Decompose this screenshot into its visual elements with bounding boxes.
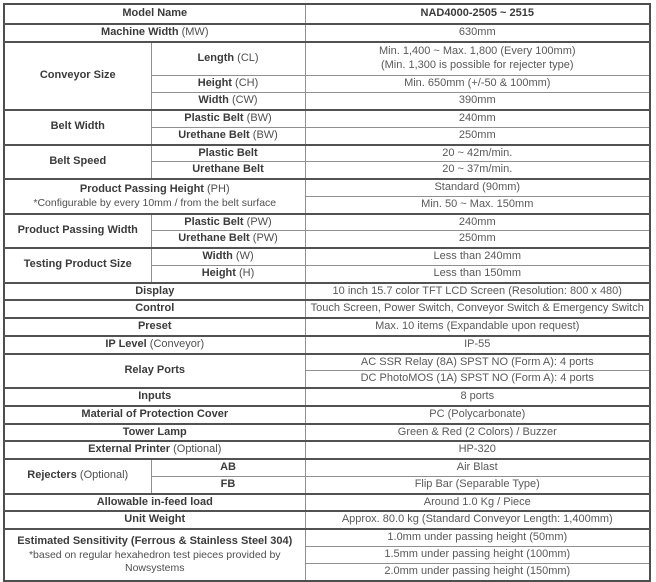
- rejecter-fb-label-text: FB: [220, 477, 236, 490]
- external-printer-label: [4, 441, 305, 459]
- rejecter-ab-label: [151, 459, 305, 476]
- row-passing-height-1: [4, 179, 650, 196]
- belt-speed-plastic-value: 20 ~ 42m/min.: [305, 145, 650, 162]
- row-external-printer: [4, 441, 650, 459]
- preset-label-text: Preset: [137, 320, 172, 332]
- belt-speed-plastic-label: [151, 145, 305, 162]
- row-unit-weight: [4, 511, 650, 529]
- protection-cover-value: PC (Polycarbonate): [305, 406, 650, 424]
- sensitivity-note: *based on regular hexahedron test pieces provided by Nowsystems: [28, 548, 281, 574]
- belt-width-group: [4, 110, 151, 145]
- belt-speed-urethane-value: 20 ~ 37m/min.: [305, 162, 650, 179]
- relay-ports-value-1: AC SSR Relay (8A) SPST NO (Form A): 4 ports: [305, 354, 650, 371]
- model-name-value: [305, 4, 650, 24]
- passing-height-label: [4, 179, 305, 214]
- belt-width-plastic-suffix: (BW): [246, 112, 272, 124]
- row-protection-cover: [4, 406, 650, 424]
- row-preset: [4, 318, 650, 336]
- control-label: [4, 300, 305, 318]
- ip-level-label-text: IP Level: [105, 337, 147, 350]
- rejecters-group-text: Rejecters: [27, 469, 77, 482]
- conveyor-length-label: [151, 42, 305, 76]
- conveyor-length-value-line1: Min. 1,400 ~ Max. 1,800 (Every 100mm): [378, 45, 576, 58]
- machine-width-value: 630mm: [305, 24, 650, 42]
- belt-width-urethane-value: 250mm: [305, 127, 650, 144]
- sensitivity-label-text: Estimated Sensitivity (Ferrous & Stainless Steel 304): [17, 534, 293, 547]
- passing-height-value-2: Min. 50 ~ Max. 150mm: [305, 196, 650, 213]
- sensitivity-label: [4, 529, 305, 581]
- passing-width-plastic-suffix: (PW): [246, 215, 272, 228]
- passing-width-plastic-label: [151, 214, 305, 231]
- testing-width-suffix: (W): [235, 250, 254, 262]
- row-sensitivity-1: [4, 529, 650, 546]
- inputs-label: [4, 388, 305, 406]
- passing-width-urethane-suffix: (PW): [252, 232, 278, 245]
- belt-speed-urethane-label: [151, 162, 305, 179]
- tower-lamp-value: Green & Red (2 Colors) / Buzzer: [305, 424, 650, 442]
- testing-height-label-text: Height: [201, 266, 236, 279]
- conveyor-height-value: Min. 650mm (+/-50 & 100mm): [305, 76, 650, 93]
- row-display: [4, 283, 650, 301]
- conveyor-width-value: 390mm: [305, 93, 650, 110]
- passing-height-note: *Configurable by every 10mm / from the belt surface: [33, 196, 277, 209]
- passing-height-suffix: (PH): [207, 182, 230, 195]
- row-belt-speed-plastic: [4, 145, 650, 162]
- conveyor-size-group: [4, 42, 151, 110]
- passing-height-label-text: Product Passing Height: [79, 182, 204, 195]
- row-testing-width: [4, 248, 650, 265]
- passing-width-urethane-label-text: Urethane Belt: [178, 232, 250, 245]
- row-control: [4, 300, 650, 318]
- belt-speed-group: [4, 145, 151, 180]
- conveyor-width-label: [151, 93, 305, 110]
- belt-speed-plastic-label-text: Plastic Belt: [198, 146, 258, 159]
- sensitivity-value-1: 1.0mm under passing height (50mm): [305, 529, 650, 546]
- conveyor-height-label-text: Height: [197, 77, 232, 90]
- conveyor-size-group-text: Conveyor Size: [39, 69, 116, 81]
- row-rejecter-ab: [4, 459, 650, 476]
- unit-weight-label-text: Unit Weight: [124, 513, 186, 526]
- model-name-label-text: Model Name: [122, 7, 188, 20]
- belt-speed-group-text: Belt Speed: [49, 154, 107, 167]
- passing-width-group: [4, 214, 151, 249]
- conveyor-width-suffix: (CW): [231, 94, 258, 107]
- belt-width-plastic-label: [151, 110, 305, 127]
- testing-width-label: [151, 248, 305, 265]
- rejecters-suffix: (Optional): [79, 469, 129, 482]
- infeed-load-label: [4, 494, 305, 512]
- conveyor-width-label-text: Width: [198, 94, 229, 107]
- row-machine-width: [4, 24, 650, 42]
- rejecter-fb-value: Flip Bar (Separable Type): [305, 476, 650, 493]
- belt-width-group-text: Belt Width: [50, 120, 105, 133]
- ip-level-value: IP-55: [305, 336, 650, 354]
- rejecters-group: [4, 459, 151, 494]
- testing-height-suffix: (H): [239, 266, 255, 279]
- preset-value: Max. 10 items (Expandable upon request): [305, 318, 650, 336]
- rejecter-fb-label: [151, 476, 305, 493]
- conveyor-height-label: [151, 76, 305, 93]
- protection-cover-label: [4, 406, 305, 424]
- passing-width-urethane-value: 250mm: [305, 231, 650, 248]
- unit-weight-label: [4, 511, 305, 529]
- row-infeed-load: [4, 494, 650, 512]
- row-relay-ports-1: [4, 354, 650, 371]
- testing-width-label-text: Width: [202, 250, 233, 262]
- row-model-name: [4, 4, 650, 24]
- belt-width-urethane-suffix: (BW): [252, 128, 278, 141]
- row-belt-width-plastic: [4, 110, 650, 127]
- sensitivity-value-2: 1.5mm under passing height (100mm): [305, 546, 650, 563]
- relay-ports-label-text: Relay Ports: [124, 363, 186, 376]
- ip-level-label: [4, 336, 305, 354]
- ip-level-suffix: (Conveyor): [149, 337, 205, 350]
- tower-lamp-label-text: Tower Lamp: [122, 425, 187, 438]
- row-conveyor-length: [4, 42, 650, 76]
- testing-size-group: [4, 248, 151, 283]
- belt-width-plastic-value: 240mm: [305, 110, 650, 127]
- conveyor-length-label-text: Length: [197, 52, 235, 65]
- external-printer-value: HP-320: [305, 441, 650, 459]
- belt-width-urethane-label-text: Urethane Belt: [178, 128, 250, 141]
- control-label-text: Control: [135, 302, 175, 315]
- passing-height-value-1: Standard (90mm): [305, 179, 650, 196]
- row-ip-level: [4, 336, 650, 354]
- control-value: Touch Screen, Power Switch, Conveyor Switch & Emergency Switch: [305, 300, 650, 318]
- external-printer-label-text: External Printer: [88, 443, 171, 456]
- protection-cover-label-text: Material of Protection Cover: [81, 407, 229, 420]
- machine-width-label-text: Machine Width: [101, 26, 179, 38]
- model-name-value-text: NAD4000-2505 ~ 2515: [420, 7, 534, 20]
- passing-width-plastic-label-text: Plastic Belt: [184, 215, 244, 228]
- relay-ports-value-2: DC PhotoMOS (1A) SPST NO (Form A): 4 ports: [305, 371, 650, 388]
- conveyor-length-value-line2: (Min. 1,300 is possible for rejecter type): [380, 59, 574, 71]
- spec-table: [3, 3, 651, 582]
- infeed-load-label-text: Allowable in-feed load: [96, 495, 213, 508]
- conveyor-length-suffix: (CL): [237, 52, 259, 65]
- conveyor-length-value: [305, 42, 650, 76]
- model-name-label: [4, 4, 305, 24]
- display-label: [4, 283, 305, 301]
- unit-weight-value: Approx. 80.0 kg (Standard Conveyor Length: 1,400mm): [305, 511, 650, 529]
- display-label-text: Display: [135, 284, 175, 297]
- belt-speed-urethane-label-text: Urethane Belt: [192, 163, 264, 176]
- conveyor-height-suffix: (CH): [235, 77, 259, 90]
- rejecter-ab-value: Air Blast: [305, 459, 650, 476]
- passing-width-urethane-label: [151, 231, 305, 248]
- inputs-value: 8 ports: [305, 388, 650, 406]
- testing-height-label: [151, 265, 305, 282]
- belt-width-plastic-label-text: Plastic Belt: [184, 112, 244, 124]
- row-passing-width-plastic: [4, 214, 650, 231]
- sensitivity-value-3: 2.0mm under passing height (150mm): [305, 563, 650, 580]
- infeed-load-value: Around 1.0 Kg / Piece: [305, 494, 650, 512]
- passing-height-label-line: [9, 183, 301, 197]
- testing-width-value: Less than 240mm: [305, 248, 650, 265]
- passing-width-group-text: Product Passing Width: [17, 223, 138, 236]
- belt-width-urethane-label: [151, 127, 305, 144]
- row-inputs: [4, 388, 650, 406]
- relay-ports-label: [4, 354, 305, 389]
- display-value: 10 inch 15.7 color TFT LCD Screen (Resolution: 800 x 480): [305, 283, 650, 301]
- machine-width-label: [4, 24, 305, 42]
- passing-width-plastic-value: 240mm: [305, 214, 650, 231]
- row-tower-lamp: [4, 424, 650, 442]
- external-printer-suffix: (Optional): [173, 443, 222, 456]
- testing-height-value: Less than 150mm: [305, 265, 650, 282]
- rejecter-ab-label-text: AB: [220, 461, 236, 473]
- testing-size-group-text: Testing Product Size: [23, 258, 132, 271]
- machine-width-suffix: (MW): [181, 26, 209, 38]
- inputs-label-text: Inputs: [138, 390, 172, 402]
- tower-lamp-label: [4, 424, 305, 442]
- preset-label: [4, 318, 305, 336]
